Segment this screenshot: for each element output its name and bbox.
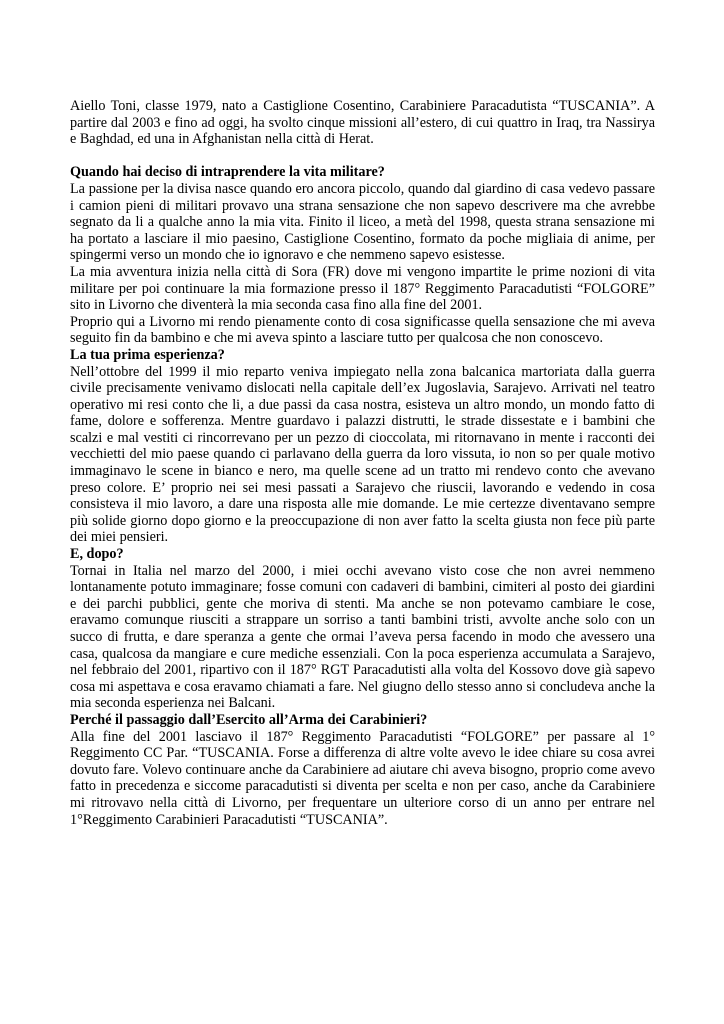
question-heading: Quando hai deciso di intraprendere la vita militare? [70,164,385,181]
answer-paragraph: La passione per la divisa nasce quando ero ancora piccolo, quando dal giardino di casa vedevo passare i camion pieni di militari provavo una strana sensazione che non sapevo descrivere ma che avrebbe segnato da li a qualche anno la mia vita. Finito il liceo, a metà del 1998, questa strana sensazione mi ha portato a lasciare il mio paesino, Castiglione Cosentino, formato da poche migliaia di anime, per spingermi verso un mondo che io ignoravo e che nemmeno sapevo esistesse. [70,180,655,264]
answer-paragraph: La mia avventura inizia nella città di Sora (FR) dove mi vengono impartite le prime nozioni di vita militare per poi continuare la mia formazione presso il 187° Reggimento Paracadutisti “FOLGORE” sito in Livorno che diventerà la mia seconda casa fino alla fine del 2001. [70,263,655,314]
intro-paragraph: Aiello Toni, classe 1979, nato a Castiglione Cosentino, Carabiniere Paracadutista “TUSCANIA”. A partire dal 2003 e fino ad oggi, ha svolto cinque missioni all’estero, di cui quattro in Iraq, tra Nassirya e Baghdad, ed una in Afghanistan nella città di Herat. [70,98,655,148]
question-heading: La tua prima esperienza? [70,346,225,363]
paragraph-gap [70,148,655,165]
question-heading: Perché il passaggio dall’Esercito all’Arma dei Carabinieri? [70,711,428,728]
question-heading: E, dopo? [70,546,124,563]
answer-paragraph: Alla fine del 2001 lasciavo il 187° Reggimento Paracadutisti “FOLGORE” per passare al 1° Reggimento CC Par. “TUSCANIA. Forse a differenza di altre volte avevo le idee chiare su cosa avrei dovuto fare. Volevo continuare anche da Carabiniere ad aiutare chi aveva bisogno, proprio come avevo fatto in precedenza e siccome paracadutisti si diventa per scelta e non per caso, anche da Carabiniere mi ritrovavo nella città di Livorno, per frequentare un ulteriore corso di un anno per entrare nel 1°Reggimento Carabinieri Paracadutisti “TUSCANIA”. [70,728,655,828]
answer-paragraph: Proprio qui a Livorno mi rendo pienamente conto di cosa significasse quella sensazione che mi aveva seguito fin da bambino e che mi aveva spinto a lasciare tutto per qualcosa che non conoscevo. [70,313,655,347]
answer-paragraph: Tornai in Italia nel marzo del 2000, i miei occhi avevano visto cose che non avrei nemmeno lontanamente potuto immaginare; fosse comuni con cadaveri di bambini, cimiteri al posto dei giardini e dei parchi pubblici, gente che moriva di stenti. Ma anche se non potevamo cambiare le cose, eravamo comunque riusciti a strappare un sorriso a tanti bambini tristi, avvolte anche solo con un succo di frutta, e dare speranza a gente che ormai l’aveva persa facendo in modo che avessero una casa, qualcosa da mangiare e cure mediche essenziali. Con la poca esperienza accumulata a Sarajevo, nel febbraio del 2001, ripartivo con il 187° RGT Paracadutisti alla volta del Kossovo dove già sapevo cosa mi aspettava e cosa eravamo chiamati a fare. Nel giugno dello stesso anno si concludeva anche la mia seconda esperienza nei Balcani. [70,562,655,712]
document-page [70,98,655,828]
answer-paragraph: Nell’ottobre del 1999 il mio reparto veniva impiegato nella zona balcanica martoriata dalla guerra civile precisamente venivamo dislocati nella capitale dell’ex Jugoslavia, Sarajevo. Arrivati nel teatro operativo mi resi conto che li, a due passi da casa nostra, esisteva un altro mondo, un mondo fatto di fame, dolore e sofferenza. Mentre guardavo i palazzi distrutti, le strade dissestate e i bambini che scalzi e mal vestiti ci rincorrevano per un pezzo di cioccolata, mi ritornavano in mente i racconti dei vecchietti del mio paese quando ci parlavano della guerra da loro vissuta, io non so per quale motivo immaginavo le scene in bianco e nero, ma quelle scene ad un tratto mi rendevo conto che avevano preso colore. E’ proprio nei sei mesi passati a Sarajevo che riuscii, lavorando e vedendo in cosa consisteva il mio lavoro, a dare una risposta alle mie domande. Le mie certezze diventavano sempre più solide giorno dopo giorno e la preoccupazione di non aver fatto la scelta giusta non fece più parte dei miei pensieri. [70,363,655,546]
